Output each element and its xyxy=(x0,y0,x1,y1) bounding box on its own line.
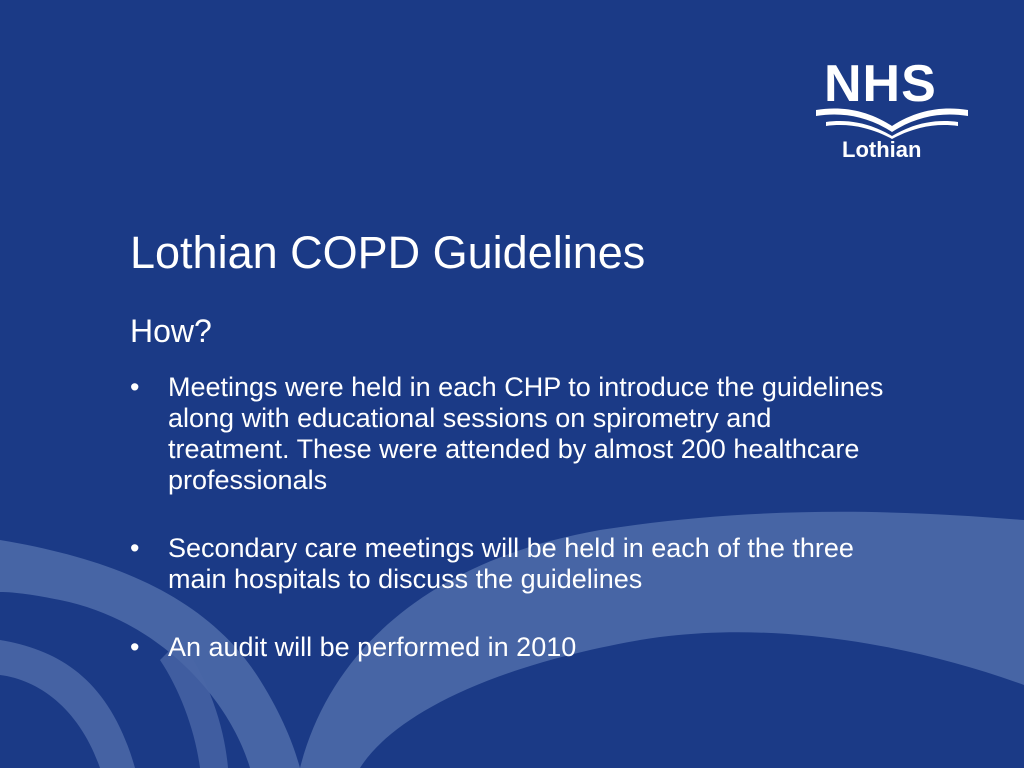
slide-title: Lothian COPD Guidelines xyxy=(130,227,646,278)
bullet-text: An audit will be performed in 2010 xyxy=(168,632,577,662)
bullet-text: Meetings were held in each CHP to introduce the guidelines along with educational sessions on spirometry and treatment. These were attended by almost 200 healthcare professionals xyxy=(168,372,884,495)
bullet-text: Secondary care meetings will be held in each of the three main hospitals to discuss the guidelines xyxy=(168,533,854,594)
bullet-dot: • xyxy=(130,533,140,563)
bullet-item xyxy=(130,632,890,663)
bullet-dot: • xyxy=(130,372,140,402)
bullet-item xyxy=(130,533,890,595)
slide-subtitle: How? xyxy=(130,313,212,349)
bullet-dot: • xyxy=(130,632,140,662)
logo-nhs-text: NHS xyxy=(824,55,937,113)
bullet-list xyxy=(130,372,890,700)
logo-region-text: Lothian xyxy=(842,137,922,162)
bullet-item xyxy=(130,372,890,496)
logo-book-icon xyxy=(812,104,972,140)
nhs-lothian-logo xyxy=(812,55,972,170)
swoosh-left-lower xyxy=(0,640,135,768)
